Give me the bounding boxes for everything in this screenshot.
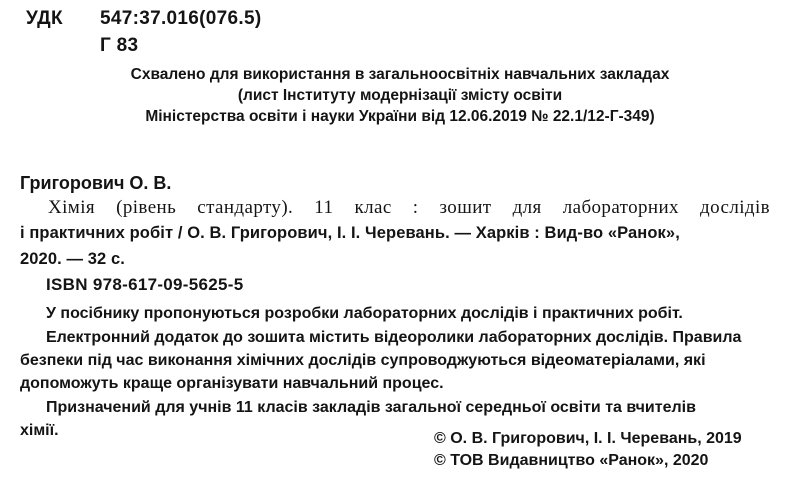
author-heading: Григорович О. В. (20, 173, 172, 193)
title-line-2: і практичних робіт / О. В. Григорович, І. І. Черевань. — Харків : Вид-во «Ранок», (20, 224, 680, 242)
annotation-p2-line-1: Електронний додаток до зошита містить відеоролики лабораторних дослідів. Правила (46, 329, 742, 346)
title-word: (рівень (116, 197, 177, 218)
title-word: для (512, 197, 542, 218)
isbn: ISBN 978-617-09-5625-5 (46, 275, 244, 294)
approval-line-3: Міністерства освіти і науки України від 12.06.2019 № 22.1/12-Г-349) (145, 108, 655, 125)
title-line-1 (48, 198, 770, 217)
title-word: зошит (439, 197, 492, 218)
title-word: : (412, 197, 419, 218)
annotation-p3-line-2: хімії. (20, 422, 59, 439)
annotation-p2-line-3: допоможуть краще організувати навчальний процес. (20, 375, 444, 392)
title-word: клас (354, 197, 392, 218)
title-word: 11 (314, 197, 334, 218)
title-word: Хімія (48, 197, 96, 218)
copyright-authors: © О. В. Григорович, І. І. Черевань, 2019 (434, 430, 742, 447)
title-word: лабораторних (562, 197, 679, 218)
annotation-p2-line-2: безпеки під час виконання хімічних дослідів супроводжуються відеоматеріалами, які (20, 352, 706, 369)
approval-line-1: Схвалено для використання в загальноосвітніх навчальних закладах (130, 66, 670, 83)
title-word: стандарту). (197, 197, 294, 218)
udc-code: 547:37.016(076.5) (100, 8, 262, 29)
title-line-3: 2020. — 32 с. (20, 250, 125, 268)
annotation-p1: У посібнику пропонуються розробки лабораторних дослідів і практичних робіт. (46, 305, 683, 322)
copyright-publisher: © ТОВ Видавництво «Ранок», 2020 (434, 452, 709, 469)
udc-label: УДК (26, 8, 63, 29)
title-word: дослідів (700, 197, 770, 218)
approval-line-2: (лист Інституту модернізації змісту освіти (237, 87, 563, 104)
cutter-mark: Г 83 (100, 35, 139, 56)
annotation-p3-line-1: Призначений для учнів 11 класів закладів загальної середньої освіти та вчителів (46, 399, 696, 416)
